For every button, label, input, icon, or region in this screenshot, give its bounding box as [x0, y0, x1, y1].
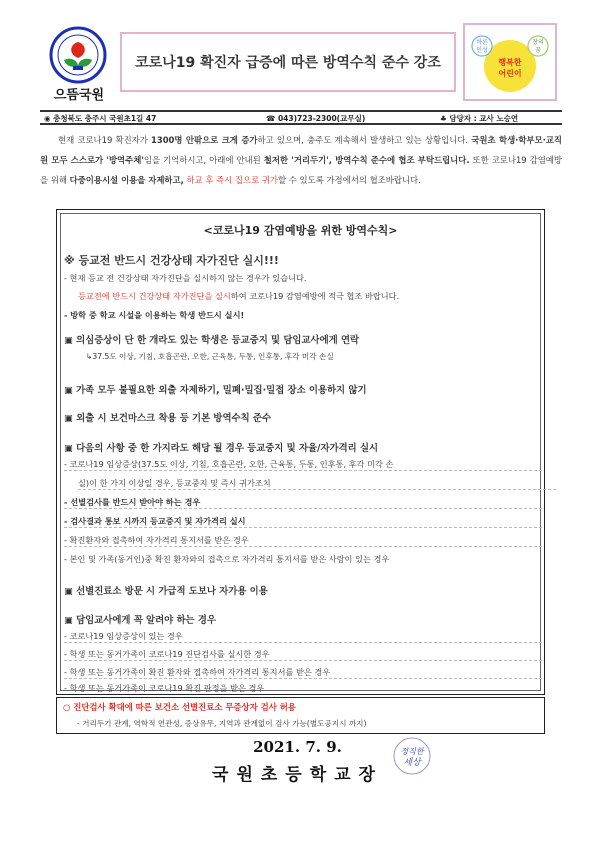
rules-panel [56, 209, 545, 695]
rule-self-check-heading: ※ 등교전 반드시 건강상태 자가진단 실시!!! [64, 254, 279, 267]
school-phone: ☎ 043)723-2300(교무실) [266, 114, 366, 123]
school-slogan-badge [462, 22, 558, 102]
notice-heading: ○ 진단검사 확대에 따른 보건소 선별진료소 무증상자 검사 허용 [63, 702, 296, 712]
intro-emphasis: 국원초 학생·학부모·교직원 모두 스스로가 '방역주체' [40, 135, 562, 165]
school-principal-signature: 국원초등학교장 [212, 765, 383, 785]
svg-text:세상: 세상 [403, 758, 421, 768]
intro-text: 또한 코로나19 감염예방을 위해 [40, 155, 562, 185]
rule-line-red: - 검사결과 통보 시까지 등교중지 및 자가격리 실시 [64, 516, 542, 528]
rule-line: - 현재 등교 전 건강상태 자가진단을 실시하지 않는 경우가 있습니다. [64, 273, 307, 283]
contact-person: ♣ 담당자 : 교사 노승연 [440, 114, 519, 123]
intro-text: 할 수 있도록 가정에서의 협조바랍니다. [278, 175, 421, 185]
notice-detail: - 거리두기 관계, 역학적 연관성, 증상유무, 지역과 관계없이 검사 가능(별도공지시 까지) [77, 719, 367, 728]
letter-header [40, 22, 562, 102]
testing-notice-box [56, 697, 545, 734]
svg-text:정직한: 정직한 [400, 747, 424, 756]
rule-heading-blue: ▣ 가족 모두 불필요한 외출 자제하기, 밀폐·밀집·밀접 장소 이용하지 않기 [64, 385, 367, 396]
school-emblem-icon [42, 26, 114, 84]
slogan-text-2: 인성 [476, 47, 488, 54]
school-address: ◉ 충청북도 충주시 국원초1길 47 [44, 114, 157, 123]
rule-line: 실)이 한 가지 이상일 경우, 등교중지 및 즉시 귀가조치 [78, 478, 556, 490]
slogan-text-5: 창의 [532, 39, 544, 46]
intro-emphasis: 철저한 '거리두기', 방역수칙 준수에 협조 부탁드립니다. [263, 155, 470, 165]
intro-red-emphasis: 하교 후 즉시 집으로 귀가 [183, 175, 279, 185]
rule-heading: ▣ 담임교사에게 꼭 알려야 하는 경우 [64, 615, 216, 626]
school-logo-caption: 으뜸국원 [53, 88, 105, 103]
slogan-text-6: 꿈 [535, 47, 541, 54]
rule-line [78, 291, 556, 302]
rule-line-red: - 선별검사를 반드시 받아야 하는 경우 [64, 497, 542, 509]
rule-heading: ▣ 다음의 사항 중 한 가지라도 해당 될 경우 등교중지 및 자율/자가격리 실시 [64, 443, 379, 454]
rules-title: <코로나19 감염예방을 위한 방역수칙> [203, 224, 398, 237]
contact-info-bar [40, 110, 562, 125]
intro-text: 하고 있으며, 충주도 계속해서 발생하고 있는 상황입니다. [257, 135, 472, 145]
intro-emphasis: 다중이용시설 이용을 자제하고, [69, 175, 184, 185]
rule-line: - 확진환자와 접촉하여 자가격리 통지서를 받은 경우 [64, 535, 542, 547]
rule-line: - 본인 및 가족(동거인)중 확진 환자와의 접촉으로 자가격리 통지서를 받은 사람이 있는 경우 [64, 554, 390, 564]
slogan-text-4: 어린이 [498, 69, 522, 78]
rule-text: 하여 코로나19 감염예방에 적극 협조 바랍니다. [230, 291, 400, 301]
rule-line: - 코로나19 임상증상이 있는 경우 [64, 631, 542, 643]
rule-red-text: 등교전에 반드시 건강상태 자가진단을 실시 [78, 291, 231, 301]
rule-heading: ▣ 외출 시 보건마스크 착용 등 기본 방역수칙 준수 [64, 413, 272, 424]
rule-symptoms: ↳37.5도 이상, 기침, 호흡곤란, 오한, 근육통, 두통, 인후통, 후각 미각 손실 [86, 352, 334, 361]
intro-text: 임을 기억하시고, 아래에 안내된 [143, 155, 264, 165]
document-date: 2021. 7. 9. [253, 738, 342, 756]
rule-line: - 학생 또는 동거가족이 코로나19 확진 판정을 받은 경우 [64, 683, 265, 693]
rule-heading: ▣ 선별진료소 방문 시 가급적 도보나 자가용 이용 [64, 586, 268, 597]
slogan-text-1: 바른 [476, 39, 488, 46]
intro-text: 현재 코로나19 확진자가 [58, 135, 152, 145]
rule-line: - 학생 또는 동거가족이 코로나19 진단검사를 실시한 경우 [64, 649, 542, 661]
rule-line-blue: - 방학 중 학교 시설을 이용하는 학생 반드시 실시! [64, 310, 245, 320]
intro-emphasis: 1300명 안팎으로 크게 증가 [151, 135, 258, 145]
intro-paragraph [40, 130, 562, 190]
slogan-text-3: 행복한 [498, 58, 522, 67]
rule-line: - 학생 또는 동거가족이 확진 환자와 접촉하여 자가격리 통지서를 받은 경우 [64, 667, 542, 679]
document-title: 코로나19 확진자 급증에 따른 방역수칙 준수 강조 [120, 32, 456, 92]
rule-line: - 코로나19 임상증상(37.5도 이상, 기침, 호흡곤란, 오한, 근육통, 두통, 인후통, 후각 미각 손 [64, 459, 542, 471]
rule-heading: ▣ 의심증상이 단 한 개라도 있는 학생은 등교중지 및 담임교사에게 연락 [64, 335, 360, 346]
school-stamp-icon [392, 736, 432, 776]
